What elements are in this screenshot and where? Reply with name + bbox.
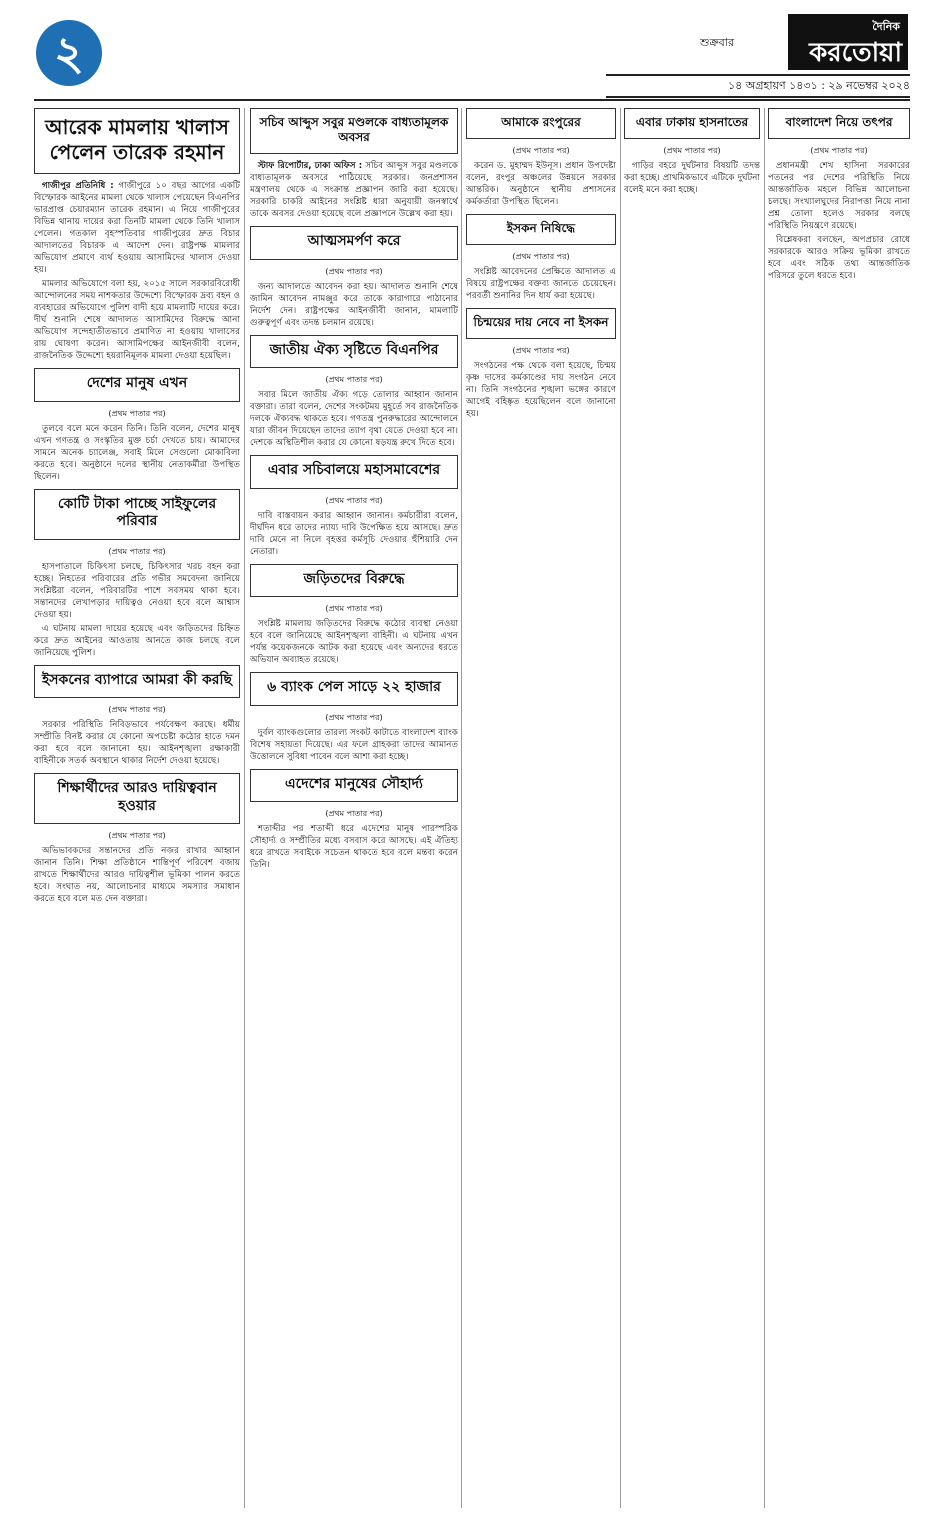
continuation-note: (প্রথম পাতার পর) bbox=[325, 495, 383, 505]
continuation-note: (প্রথম পাতার পর) bbox=[325, 809, 383, 818]
headline: আমাকে রংপুরের bbox=[501, 115, 581, 129]
article-body: গাজীপুরে ১০ বছর আগের একটি বিস্ফোরক আইনের মামলা থেকে খালাস পেয়েছেন বিএনপির ভারপ্রাপ্ত চেয়ারম্যান তারেক রহমান। এ নিয়ে গাজীপুরের বিভিন্ন থানায় দায়ের করা তিনটি মামলা থেকে তিনি খালাস পেলেন। গতকাল বৃহস্পতিবার গাজীপুরের দ্রুত বিচার আদালতের বিচারক এ আদেশ দেন। রাষ্ট্রপক্ষ মামলার অভিযোগ প্রমাণে ব্যর্থ হওয়ায় আসামিদের খালাস দেওয়া হয়। bbox=[34, 181, 240, 275]
article-chinmoy bbox=[466, 308, 616, 339]
article-body: অভিভাবকদের সন্তানদের প্রতি নজর রাখার আহ্বান জানান তিনি। শিক্ষা প্রতিষ্ঠানে শান্তিপূর্ণ পরিবেশ বজায় রাখতে শিক্ষার্থীদের আরও দায়িত্বশীল ভূমিকা পালন করতে হবে। সংঘাত নয়, আলোচনার মাধ্যমে সমস্যার সমাধান করতে হবে বলে মত দেন বক্তারা। bbox=[34, 846, 240, 904]
article-iskcon-action bbox=[34, 665, 240, 699]
article-bangladesh-active bbox=[768, 108, 910, 139]
headline: আত্মসমর্পণ করে bbox=[307, 233, 401, 249]
article-body: বিশ্লেষকরা বলছেন, অপপ্রচার রোধে সরকারকে আরও সক্রিয় ভূমিকা রাখতে হবে এবং সঠিক তথ্য আন্তর্জাতিক পরিসরে তুলে ধরতে হবে। bbox=[768, 235, 910, 281]
continuation-note: (প্রথম পাতার পর) bbox=[325, 712, 383, 722]
headline: এবার ঢাকায় হাসনাতের bbox=[635, 115, 749, 129]
headline: বাংলাদেশ নিয়ে তৎপর bbox=[785, 115, 893, 129]
article-rangpur bbox=[466, 108, 616, 139]
headline: দেশের মানুষ এখন bbox=[86, 375, 188, 391]
article-saiful-family bbox=[34, 489, 240, 540]
column-2 bbox=[250, 108, 458, 1508]
article-body: হাসপাতালে চিকিৎসা চলছে, চিকিৎসার খরচ বহন করা হচ্ছে। নিহতের পরিবারের প্রতি গভীর সমবেদনা জানিয়ে সংশ্লিষ্টরা বলেন, পরিবারটির পাশে সবসময় থাকা হবে। সন্তানদের লেখাপড়ার দায়িত্বও নেওয়া হবে বলে আশ্বাস দেওয়া হয়। bbox=[34, 561, 240, 620]
continuation-note: (প্রথম পাতার পর) bbox=[108, 831, 166, 840]
article-body: সবার মিলে জাতীয় ঐক্য গড়ে তোলার আহ্বান জানান বক্তারা। তারা বলেন, দেশের সংকটময় মুহূর্তে সব রাজনৈতিক দলকে ঐক্যবদ্ধ থাকতে হবে। গণতন্ত্র পুনরুদ্ধারের আন্দোলনে যারা জীবন দিয়েছেন তাদের ত্যাগ বৃথা যেতে দেওয়া হবে না। দেশকে অস্থিতিশীল করার যে কোনো ষড়যন্ত্র রুখে দিতে হবে। bbox=[250, 390, 458, 448]
article-body: সংগঠনের পক্ষ থেকে বলা হয়েছে, চিন্ময় কৃষ্ণ দাসের কর্মকাণ্ডের দায় সংগঠন নেবে না। তিনি সংগঠনের শৃঙ্খলা ভঙ্গের কারণে আগেই বহিষ্কৃত হয়েছিলেন বলে জানানো হয়। bbox=[466, 361, 616, 419]
continuation-note: (প্রথম পাতার পর) bbox=[325, 266, 383, 276]
column-divider bbox=[764, 108, 765, 1508]
article-body: শতাব্দীর পর শতাব্দী ধরে এদেশের মানুষ পারস্পরিক সৌহার্দ্য ও সম্প্রীতির মধ্যে বসবাস করে আসছে। এই ঐতিহ্য ধরে রাখতে সবাইকে সচেতন থাকতে হবে বলে মন্তব্য করেন তিনি। bbox=[250, 824, 458, 870]
article-body: দুর্বল ব্যাংকগুলোর তারল্য সংকট কাটাতে বাংলাদেশ ব্যাংক বিশেষ সহায়তা দিয়েছে। এর ফলে গ্রাহকরা তাদের আমানত উত্তোলনে সুবিধা পাবেন বলে আশা করা হচ্ছে। bbox=[250, 727, 458, 762]
headline: জড়িতদের বিরুদ্ধে bbox=[303, 570, 405, 587]
headline: জাতীয় ঐক্য সৃষ্টিতে বিএনপির bbox=[269, 341, 439, 358]
continuation-note: (প্রথম পাতার পর) bbox=[810, 146, 868, 155]
article-body: সংশ্লিষ্ট আবেদনের প্রেক্ষিতে আদালত এ বিষয়ে রাষ্ট্রপক্ষের বক্তব্য জানতে চেয়েছেন। পরবর্তী শুনানির দিন ধার্য করা হয়েছে। bbox=[466, 267, 616, 301]
article-surrender bbox=[250, 226, 458, 260]
column-3 bbox=[466, 108, 616, 1508]
article-body: দাবি বাস্তবায়ন করার আহ্বান জানান। কর্মচারীরা বলেন, দীর্ঘদিন ধরে তাদের ন্যায্য দাবি উপেক্ষিত হয়ে আসছে। দ্রুত দাবি মেনে না নিলে বৃহত্তর কর্মসূচি দেওয়ার হুঁশিয়ারি দেন নেতারা। bbox=[250, 510, 458, 557]
masthead-rule bbox=[34, 99, 910, 101]
weekday: শুক্রবার bbox=[700, 36, 735, 49]
continuation-note: (প্রথম পাতার পর) bbox=[325, 604, 383, 613]
article-body: জন্য আদালতে আবেদন করা হয়। আদালত শুনানি শেষে জামিন আবেদন নামঞ্জুর করে তাকে কারাগারে পাঠানোর নির্দেশ দেন। রাষ্ট্রপক্ষের আইনজীবী জানান, মামলাটি গুরুত্বপূর্ণ এবং তদন্ত চলমান রয়েছে। bbox=[250, 281, 458, 328]
article-body: এ ঘটনায় মামলা দায়ের হয়েছে এবং জড়িতদের চিহ্নিত করে দ্রুত আইনের আওতায় আনতে কাজ চলছে বলে জানিয়েছে পুলিশ। bbox=[34, 623, 240, 658]
newspaper-logo bbox=[788, 14, 908, 70]
byline: স্টাফ রিপোর্টার, ঢাকা অফিস : bbox=[258, 161, 363, 171]
column-5 bbox=[768, 108, 910, 1508]
article-tarique-acquittal bbox=[34, 108, 240, 174]
dateline: ১৪ অগ্রহায়ণ ১৪৩১ : ২৯ নভেম্বর ২০২৪ bbox=[606, 74, 910, 98]
headline: শিক্ষার্থীদের আরও দায়িত্ববান হওয়ার bbox=[57, 780, 217, 814]
logo-main-text: করতোয়া bbox=[809, 38, 902, 68]
column-4 bbox=[624, 108, 760, 1508]
headline: এবার সচিবালয়ে মহাসমাবেশের bbox=[267, 462, 441, 478]
continuation-note: (প্রথম পাতার পর) bbox=[512, 346, 570, 355]
column-divider bbox=[620, 108, 621, 1508]
headline: ৬ ব্যাংক পেল সাড়ে ২২ হাজার bbox=[267, 679, 441, 695]
headline: সচিব আব্দুস সবুর মণ্ডলকে বাধ্যতামূলক অবসর bbox=[259, 115, 449, 144]
column-divider bbox=[461, 108, 462, 1508]
article-national-unity bbox=[250, 335, 458, 369]
continuation-note: (প্রথম পাতার পর) bbox=[663, 146, 721, 155]
article-iskcon-ban bbox=[466, 214, 616, 245]
page-number-badge: ২ bbox=[36, 20, 102, 86]
headline: ইসকনের ব্যাপারে আমরা কী করছি bbox=[42, 671, 232, 688]
article-secretariat-rally bbox=[250, 455, 458, 489]
continuation-note: (প্রথম পাতার পর) bbox=[108, 705, 166, 714]
headline: ইসকন নিষিদ্ধে bbox=[506, 221, 576, 235]
article-body: সরকার পরিস্থিতি নিবিড়ভাবে পর্যবেক্ষণ করছে। ধর্মীয় সম্প্রীতি বিনষ্ট করার যে কোনো অপচেষ্টা কঠোর হাতে দমন করা হবে বলে জানানো হয়। আইনশৃঙ্খলা রক্ষাকারী বাহিনীকে সতর্ক অবস্থানে থাকার নির্দেশ দেওয়া হয়েছে। bbox=[34, 720, 240, 766]
continuation-note: (প্রথম পাতার পর) bbox=[325, 375, 383, 384]
article-harmony bbox=[250, 769, 458, 803]
article-body: সচিব আব্দুস সবুর মণ্ডলকে বাধ্যতামূলক অবসরে পাঠিয়েছে সরকার। জনপ্রশাসন মন্ত্রণালয় থেকে এ সংক্রান্ত প্রজ্ঞাপন জারি করা হয়েছে। সরকারি চাকরি আইনের সংশ্লিষ্ট ধারা অনুযায়ী জনস্বার্থে তাকে অবসর দেওয়া হয়েছে বলে প্রজ্ঞাপনে উল্লেখ করা হয়। bbox=[250, 161, 458, 219]
article-body: গাড়ির বহরে দুর্ঘটনার বিষয়টি তদন্ত করা হচ্ছে। প্রাথমিকভাবে এটিকে দুর্ঘটনা বলেই মনে করা হচ্ছে। bbox=[624, 161, 760, 195]
article-body: প্রধানমন্ত্রী শেখ হাসিনা সরকারের পতনের পর দেশের পরিস্থিতি নিয়ে আন্তর্জাতিক মহলে বিভিন্ন আলোচনা চলছে। সংখ্যালঘুদের নিরাপত্তা নিয়ে নানা প্রশ্ন তোলা হলেও সরকার বলছে পরিস্থিতি নিয়ন্ত্রণে রয়েছে। bbox=[768, 161, 910, 231]
continuation-note: (প্রথম পাতার পর) bbox=[108, 408, 166, 418]
headline: কোটি টাকা পাচ্ছে সাইফুলের পরিবার bbox=[57, 495, 217, 529]
continuation-note: (প্রথম পাতার পর) bbox=[108, 546, 166, 556]
continuation-note: (প্রথম পাতার পর) bbox=[512, 252, 570, 261]
column-1 bbox=[34, 108, 240, 1508]
article-desher-manush bbox=[34, 368, 240, 402]
logo-small-text: দৈনিক bbox=[872, 20, 900, 33]
byline: গাজীপুর প্রতিনিধি : bbox=[42, 181, 114, 191]
article-body: তুলবে বলে মনে করেন তিনি। তিনি বলেন, দেশের মানুষ এখন গণতন্ত্র ও সংস্কৃতির মুক্ত চর্চা দেখতে চায়। আমাদের সামনে অনেক চ্যালেঞ্জ, সবাই মিলে সেগুলো মোকাবিলা করতে হবে। অনুষ্ঠানে দলের স্থানীয় নেতাকর্মীরা উপস্থিত ছিলেন। bbox=[34, 423, 240, 482]
continuation-note: (প্রথম পাতার পর) bbox=[512, 146, 570, 155]
headline: চিন্ময়ের দায় নেবে না ইসকন bbox=[473, 315, 609, 329]
article-hasnat-dhaka bbox=[624, 108, 760, 139]
article-body: সংশ্লিষ্ট মামলায় জড়িতদের বিরুদ্ধে কঠোর ব্যবস্থা নেওয়া হবে বলে জানিয়েছে আইনশৃঙ্খলা বাহিনী। এ ঘটনায় এখন পর্যন্ত কয়েকজনকে আটক করা হয়েছে এবং অন্যদের ধরতে অভিযান অব্যাহত রয়েছে। bbox=[250, 619, 458, 665]
column-divider bbox=[244, 108, 245, 1508]
article-body: করেন ড. মুহাম্মদ ইউনূস। প্রধান উপদেষ্টা বলেন, রংপুর অঞ্চলের উন্নয়নে সরকার আন্তরিক। অনুষ্ঠানে স্থানীয় প্রশাসনের কর্মকর্তারা উপস্থিত ছিলেন। bbox=[466, 161, 616, 207]
headline: এদেশের মানুষের সৌহার্দ্য bbox=[285, 775, 423, 792]
article-body: মামলার অভিযোগে বলা হয়, ২০১৫ সালে সরকারবিরোধী আন্দোলনের সময় নাশকতার উদ্দেশ্যে বিস্ফোরক দ্রব্য বহন ও ব্যবহারের অভিযোগে পুলিশ বাদী হয়ে মামলাটি দায়ের করে। দীর্ঘ শুনানি শেষে আদালত আসামিদের বিরুদ্ধে আনা অভিযোগ সন্দেহাতীতভাবে প্রমাণিত না হওয়ায় খালাসের রায় ঘোষণা করেন। আসামিপক্ষের আইনজীবী বলেন, রাজনৈতিক উদ্দেশ্যে হয়রানিমূলক মামলা দেওয়া হয়েছিল। bbox=[34, 279, 240, 361]
article-students-responsible bbox=[34, 773, 240, 824]
article-secretary-retirement bbox=[250, 108, 458, 154]
article-against-involved bbox=[250, 564, 458, 598]
article-six-banks bbox=[250, 672, 458, 706]
headline: আরেক মামলায় খালাস পেলেন তারেক রহমান bbox=[45, 115, 229, 164]
